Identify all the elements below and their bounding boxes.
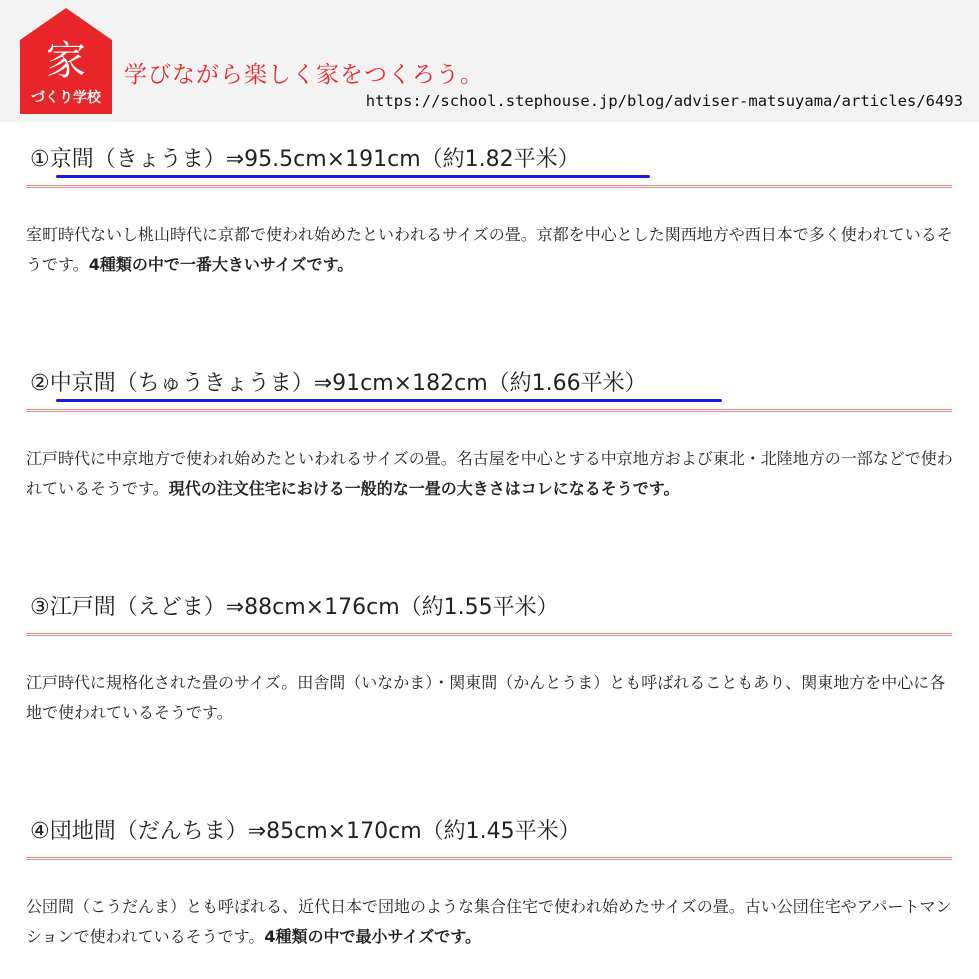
body-text: 江戸時代に中京地方で使われ始めたといわれるサイズの畳。名古屋を中心とする中京地方および東北・北陸地方の一部などで使われているそうです。 (26, 449, 953, 498)
section-body (26, 220, 956, 280)
body-emphasis: 現代の注文住宅における一般的な一畳の大きさはコレになるそうです。 (168, 479, 680, 498)
section-body (26, 444, 956, 504)
logo-main-text: 家 (46, 38, 86, 84)
section-heading: ③江戸間（えどま）⇒88cm×176cm（約1.55平米） (30, 595, 559, 620)
divider (26, 409, 952, 412)
divider (26, 185, 952, 188)
house-logo-icon (20, 8, 112, 114)
body-emphasis: 4種類の中で最小サイズです。 (264, 927, 481, 946)
heading-underline (56, 175, 650, 178)
body-text: 江戸時代に規格化された畳のサイズ。田舎間（いなかま）・関東間（かんとうま）とも呼ばれることもあり、関東地方を中心に各地で使われているそうです。 (26, 673, 946, 722)
source-url: https://school.stephouse.jp/blog/adviser-matsuyama/articles/6493 (365, 92, 963, 110)
site-tagline: 学びながら楽しく家をつくろう。 (124, 62, 484, 88)
section-body (26, 668, 956, 728)
section-heading: ②中京間（ちゅうきょうま）⇒91cm×182cm（約1.66平米） (30, 371, 647, 396)
divider (26, 857, 952, 860)
section-heading: ④団地間（だんちま）⇒85cm×170cm（約1.45平米） (30, 819, 581, 844)
body-text: 公団間（こうだんま）とも呼ばれる、近代日本で団地のような集合住宅で使われ始めたサイズの畳。古い公団住宅やアパートマンションで使われているそうです。 (26, 897, 952, 946)
section-body (26, 892, 956, 952)
divider (26, 633, 952, 636)
logo-sub-text: づくり学校 (31, 90, 101, 106)
heading-underline (56, 399, 722, 402)
body-text: 室町時代ないし桃山時代に京都で使われ始めたといわれるサイズの畳。京都を中心とした関西地方や西日本で多く使われているそうです。 (26, 225, 953, 274)
section-heading: ①京間（きょうま）⇒95.5cm×191cm（約1.82平米） (30, 147, 580, 172)
site-header (0, 0, 979, 122)
site-logo[interactable] (20, 8, 112, 114)
body-emphasis: 4種類の中で一番大きいサイズです。 (88, 255, 354, 274)
